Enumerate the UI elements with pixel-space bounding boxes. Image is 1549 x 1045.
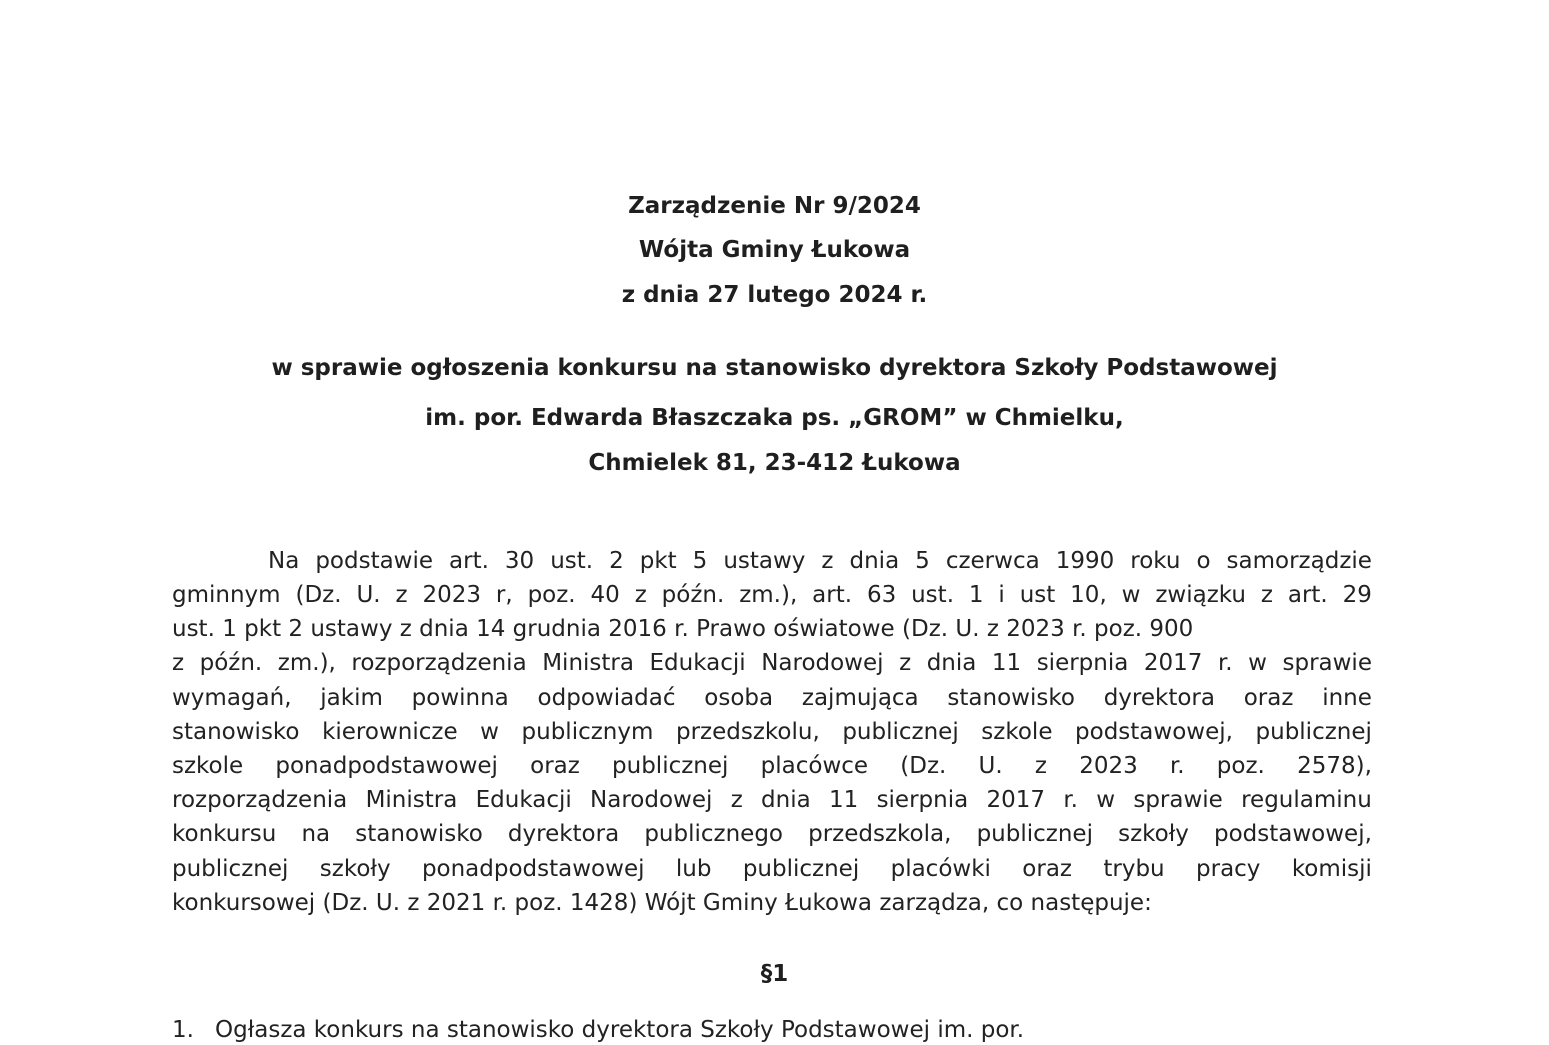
subject-line-3: Chmielek 81, 23-412 Łukowa — [588, 450, 961, 476]
list-item — [172, 1017, 1024, 1043]
preamble-line: ust. 1 pkt 2 ustawy z dnia 14 grudnia 2016 r. Prawo oświatowe (Dz. U. z 2023 r. poz. 900 — [172, 616, 1194, 642]
section-sign: §1 — [760, 961, 789, 987]
document-issuer: Wójta Gminy Łukowa — [638, 237, 911, 263]
preamble-line: konkursu na stanowisko dyrektora publicznego przedszkola, publicznej szkoły podstawowej, — [172, 821, 1372, 847]
preamble-line: z późn. zm.), rozporządzenia Ministra Edukacji Narodowej z dnia 11 sierpnia 2017 r. w sprawie — [172, 650, 1372, 676]
document-date: z dnia 27 lutego 2024 r. — [621, 282, 928, 308]
preamble-line: szkole ponadpodstawowej oraz publicznej placówce (Dz. U. z 2023 r. poz. 2578), — [172, 753, 1372, 779]
subject-line-1: w sprawie ogłoszenia konkursu na stanowisko dyrektora Szkoły Podstawowej — [271, 355, 1278, 381]
preamble-line: wymagań, jakim powinna odpowiadać osoba zajmująca stanowisko dyrektora oraz inne — [172, 685, 1372, 711]
preamble-line: stanowisko kierownicze w publicznym przedszkolu, publicznej szkole podstawowej, publicznej — [172, 719, 1372, 745]
list-item-text: Ogłasza konkurs na stanowisko dyrektora Szkoły Podstawowej im. por. — [215, 1017, 1025, 1043]
preamble-line: rozporządzenia Ministra Edukacji Narodowej z dnia 11 sierpnia 2017 r. w sprawie regulaminu — [172, 787, 1372, 813]
preamble-line: Na podstawie art. 30 ust. 2 pkt 5 ustawy z dnia 5 czerwca 1990 roku o samorządzie — [268, 548, 1372, 574]
preamble-line: publicznej szkoły ponadpodstawowej lub publicznej placówki oraz trybu pracy komisji — [172, 856, 1372, 882]
document-title: Zarządzenie Nr 9/2024 — [628, 193, 921, 219]
subject-line-2: im. por. Edwarda Błaszczaka ps. „GROM” w Chmielku, — [425, 405, 1124, 431]
preamble-line: gminnym (Dz. U. z 2023 r, poz. 40 z późn. zm.), art. 63 ust. 1 i ust 10, w związku z art. 29 — [172, 582, 1372, 608]
preamble-line: konkursowej (Dz. U. z 2021 r. poz. 1428) Wójt Gminy Łukowa zarządza, co następuje: — [172, 890, 1152, 916]
list-item-number: 1. — [172, 1017, 194, 1043]
